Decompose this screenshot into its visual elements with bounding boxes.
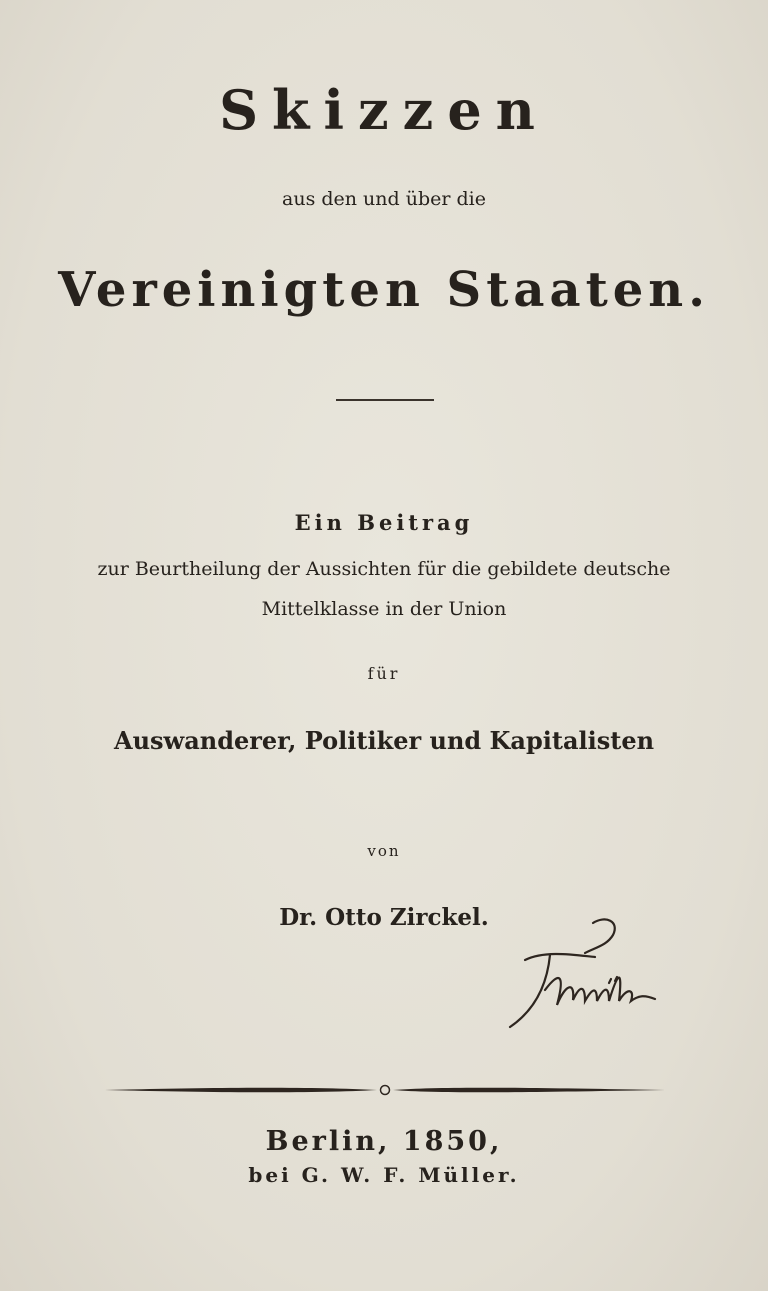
publisher: bei G. W. F. Müller.: [248, 1163, 520, 1187]
by-word: von: [367, 842, 401, 860]
short-divider: [336, 399, 434, 401]
subtitle-connector: aus den und über die: [282, 188, 486, 210]
handwritten-signature: [505, 915, 695, 1035]
book-title: Skizzen: [219, 78, 549, 142]
place-and-year: Berlin, 1850,: [265, 1126, 503, 1157]
book-subtitle: Vereinigten Staaten.: [58, 262, 710, 318]
contribution-heading: Ein Beitrag: [294, 510, 474, 535]
author-name: Dr. Otto Zirckel.: [279, 904, 489, 931]
description-line-1: zur Beurtheilung der Aussichten für die gebildete deutsche: [97, 558, 671, 580]
audience: Auswanderer, Politiker und Kapitalisten: [113, 726, 655, 755]
ornamental-divider: [105, 1084, 665, 1096]
for-word: für: [367, 664, 401, 683]
description-line-2: Mittelklasse in der Union: [261, 598, 507, 620]
